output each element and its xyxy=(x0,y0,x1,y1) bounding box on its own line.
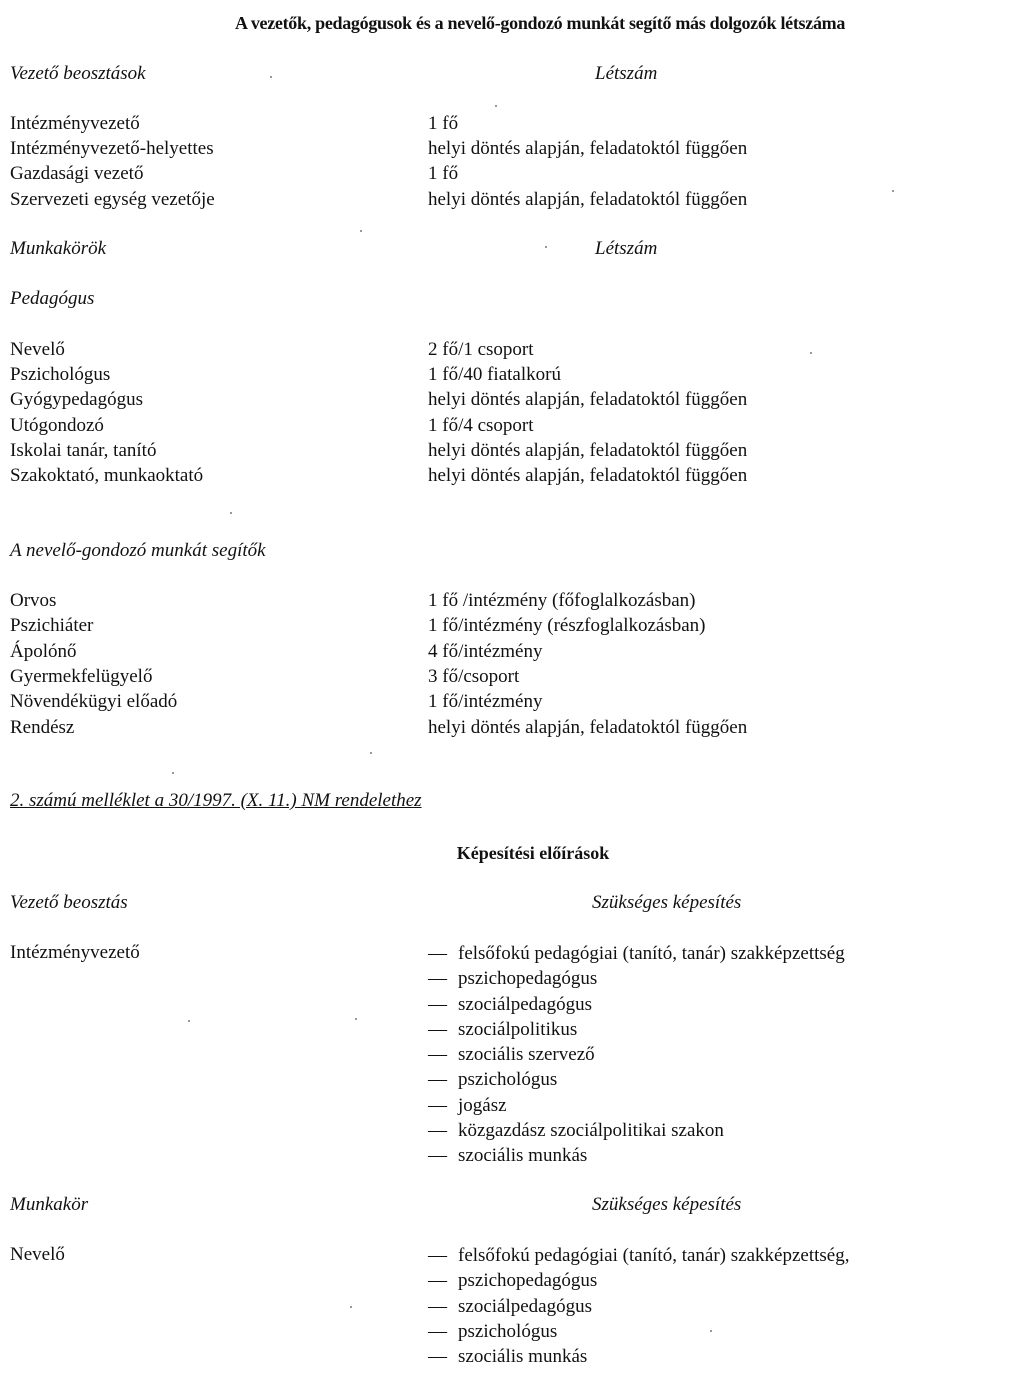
subheader-label: Pedagógus xyxy=(10,288,95,309)
scan-speck xyxy=(545,246,547,248)
qual-header-munkakor xyxy=(10,1193,1000,1217)
list-item xyxy=(428,1319,849,1344)
item-text: szociálpedagógus xyxy=(458,993,593,1015)
list-item xyxy=(428,941,845,966)
table-row xyxy=(10,439,1000,463)
dash-mark: — xyxy=(428,1245,447,1266)
item-text: felsőfokú pedagógiai (tanító, tanár) szakképzettség xyxy=(458,943,845,964)
dash-mark: — xyxy=(428,1145,447,1167)
row-label: Ápolónő xyxy=(10,641,77,662)
table-row xyxy=(10,137,1000,161)
table-row xyxy=(10,338,1000,362)
header-right: Létszám xyxy=(595,238,658,259)
item-text: közgazdász szociálpolitikai szakon xyxy=(458,1120,724,1142)
scan-speck xyxy=(360,230,362,232)
item-text: pszichopedagógus xyxy=(458,1270,598,1292)
scan-speck xyxy=(355,1018,357,1020)
item-text: szociálpolitikus xyxy=(458,1018,578,1040)
scan-speck xyxy=(810,352,812,354)
row-value: 1 fő/40 fiatalkorú xyxy=(428,364,561,385)
row-value: 1 fő/intézmény xyxy=(428,691,543,712)
row-label: Rendész xyxy=(10,717,75,738)
scan-speck xyxy=(270,76,272,78)
dash-mark: — xyxy=(428,1120,447,1142)
row-value: helyi döntés alapján, feladatoktól függően xyxy=(428,440,748,461)
section-header-munkakorok xyxy=(10,237,1000,261)
header-left: Vezető beosztások xyxy=(10,63,146,84)
dash-mark: — xyxy=(428,1295,447,1317)
row-value: 1 fő/4 csoport xyxy=(428,415,534,436)
list-item xyxy=(428,1344,849,1369)
table-row xyxy=(10,464,1000,488)
row-value: 1 fő/intézmény (részfoglalkozásban) xyxy=(428,615,706,636)
row-value: 3 fő/csoport xyxy=(428,666,520,687)
header-right: Szükséges képesítés xyxy=(592,1194,742,1215)
list-item xyxy=(428,1118,845,1143)
section-header-vezeto xyxy=(10,62,1000,86)
header-right: Szükséges képesítés xyxy=(592,892,742,913)
dash-mark: — xyxy=(428,1346,447,1368)
scan-speck xyxy=(495,105,497,107)
table-row xyxy=(10,188,1000,212)
item-text: szociális szervező xyxy=(458,1044,595,1066)
page-title: A vezetők, pedagógusok és a nevelő-gondozó munkát segítő más dolgozók létszáma xyxy=(234,13,846,33)
dash-mark: — xyxy=(428,993,447,1015)
row-value: helyi döntés alapján, feladatoktól függően xyxy=(428,189,748,210)
table-row xyxy=(10,690,1000,714)
row-value: 4 fő/intézmény xyxy=(428,641,543,662)
item-text: felsőfokú pedagógiai (tanító, tanár) szakképzettség, xyxy=(458,1245,850,1266)
list-item xyxy=(428,1143,845,1168)
header-right: Létszám xyxy=(595,63,658,84)
row-label: Nevelő xyxy=(10,339,65,360)
annex-title: 2. számú melléklet a 30/1997. (X. 11.) NM rendelethez xyxy=(10,790,422,811)
list-item xyxy=(428,1017,845,1042)
qualification-list xyxy=(428,1243,849,1369)
row-label: Szervezeti egység vezetője xyxy=(10,189,215,210)
row-value: helyi döntés alapján, feladatoktól függően xyxy=(428,389,748,410)
item-text: szociális munkás xyxy=(458,1346,588,1368)
table-row xyxy=(10,112,1000,136)
row-value: 1 fő /intézmény (főfoglalkozásban) xyxy=(428,590,696,611)
row-value: 1 fő xyxy=(428,113,459,134)
table-row xyxy=(10,640,1000,664)
item-text: szociálpedagógus xyxy=(458,1295,593,1317)
header-left: Munkakör xyxy=(10,1194,89,1215)
table-row xyxy=(10,614,1000,638)
item-text: szociális munkás xyxy=(458,1145,588,1167)
item-text: pszichopedagógus xyxy=(458,968,598,990)
list-item xyxy=(428,1294,849,1319)
list-item xyxy=(428,992,845,1017)
row-label: Intézményvezető-helyettes xyxy=(10,138,214,159)
table-row xyxy=(10,589,1000,613)
row-label: Utógondozó xyxy=(10,415,104,436)
list-item xyxy=(428,1067,845,1092)
section-header-segitok xyxy=(10,539,1000,563)
table-row xyxy=(10,363,1000,387)
row-label: Növendékügyi előadó xyxy=(10,691,178,712)
subheader-pedagogus xyxy=(10,287,1000,311)
table-row xyxy=(10,162,1000,186)
dash-mark: — xyxy=(428,1094,447,1116)
role-label: Intézményvezető xyxy=(10,942,140,963)
scan-speck xyxy=(230,512,232,514)
dash-mark: — xyxy=(428,943,447,964)
row-label: Gazdasági vezető xyxy=(10,163,144,184)
header-left: Munkakörök xyxy=(10,238,107,259)
row-value: helyi döntés alapján, feladatoktól függően xyxy=(428,138,748,159)
dash-mark: — xyxy=(428,1270,447,1292)
row-value: 2 fő/1 csoport xyxy=(428,339,534,360)
header-left: Vezető beosztás xyxy=(10,892,128,913)
table-row xyxy=(10,388,1000,412)
scan-speck xyxy=(350,1306,352,1308)
row-label: Orvos xyxy=(10,590,57,611)
dash-mark: — xyxy=(428,1069,447,1091)
list-item xyxy=(428,1243,849,1268)
row-label: Gyermekfelügyelő xyxy=(10,666,153,687)
row-value: helyi döntés alapján, feladatoktól függően xyxy=(428,465,748,486)
scan-speck xyxy=(710,1330,712,1332)
row-label: Szakoktató, munkaoktató xyxy=(10,465,204,486)
row-value: 1 fő xyxy=(428,163,459,184)
header-left: A nevelő-gondozó munkát segítők xyxy=(10,540,266,561)
qualification-list xyxy=(428,941,845,1169)
row-label: Gyógypedagógus xyxy=(10,389,143,410)
row-label: Pszichológus xyxy=(10,364,111,385)
dash-mark: — xyxy=(428,1018,447,1040)
list-item xyxy=(428,1093,845,1118)
dash-mark: — xyxy=(428,1320,447,1342)
dash-mark: — xyxy=(428,1044,447,1066)
row-label: Iskolai tanár, tanító xyxy=(10,440,157,461)
scan-speck xyxy=(892,190,894,192)
dash-mark: — xyxy=(428,968,447,990)
role-label: Nevelő xyxy=(10,1244,65,1265)
annex-subtitle: Képesítési előírások xyxy=(456,843,610,863)
item-text: pszichológus xyxy=(458,1069,558,1091)
list-item xyxy=(428,1042,845,1067)
table-row xyxy=(10,716,1000,740)
scan-speck xyxy=(370,752,372,754)
qual-header-vezeto xyxy=(10,891,1000,915)
row-label: Pszichiáter xyxy=(10,615,94,636)
row-value: helyi döntés alapján, feladatoktól függően xyxy=(428,717,748,738)
scan-speck xyxy=(188,1020,190,1022)
scan-speck xyxy=(172,772,174,774)
row-label: Intézményvezető xyxy=(10,113,140,134)
list-item xyxy=(428,1268,849,1293)
item-text: pszichológus xyxy=(458,1320,558,1342)
table-row xyxy=(10,665,1000,689)
table-row xyxy=(10,414,1000,438)
item-text: jogász xyxy=(458,1094,507,1116)
list-item xyxy=(428,966,845,991)
